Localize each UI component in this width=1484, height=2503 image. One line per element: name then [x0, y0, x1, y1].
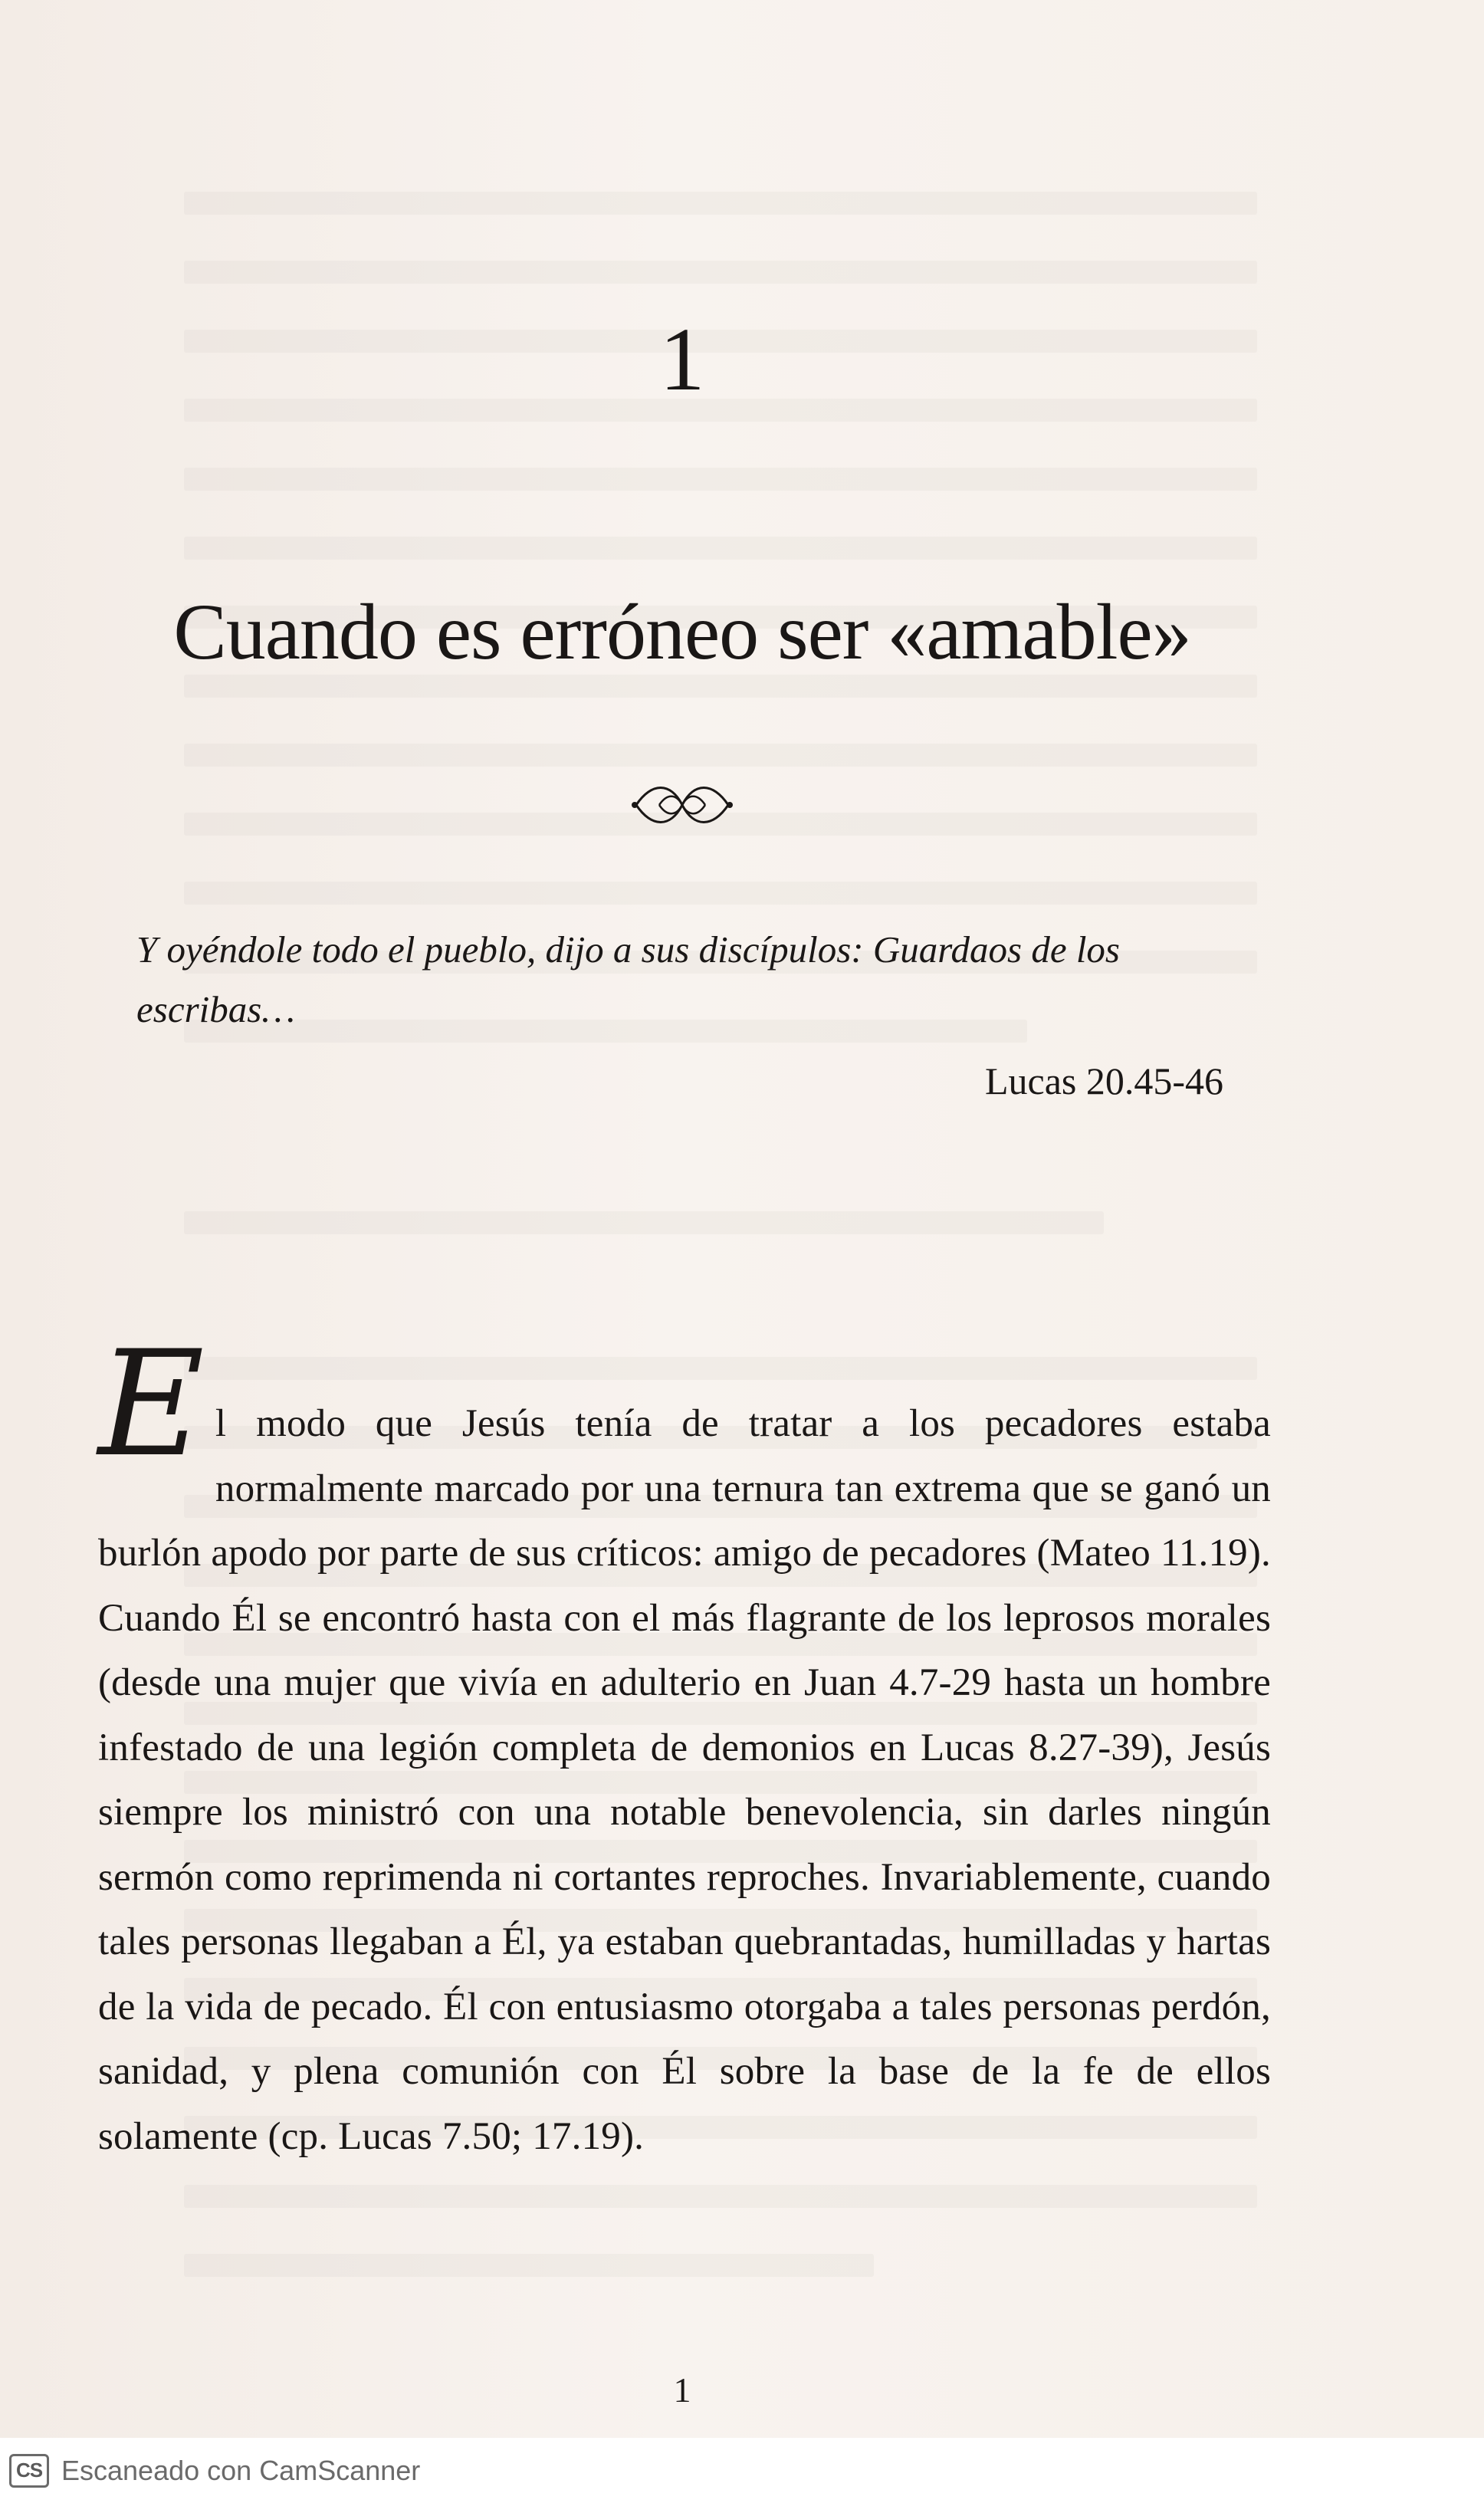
- scanner-watermark-text: Escaneado con CamScanner: [61, 2454, 421, 2486]
- flourish-ornament-icon: [629, 774, 736, 836]
- page-number: 1: [673, 2370, 691, 2409]
- chapter-number: 1: [659, 309, 705, 409]
- scanner-watermark-bar: [0, 2438, 1484, 2503]
- epigraph-quote: Y oyéndole todo el pueblo, dijo a sus discípulos: Guardaos de los escribas…: [136, 928, 1120, 1030]
- drop-cap: E: [98, 1319, 205, 1489]
- epigraph-reference: Lucas 20.45-46: [984, 1059, 1223, 1102]
- chapter-title: Cuando es erróneo ser «amable»: [173, 588, 1191, 676]
- body-paragraph: [98, 1319, 1271, 2169]
- camscanner-logo-icon: CS: [9, 2454, 49, 2488]
- body-text: l modo que Jesús tenía de tratar a los pecadores estaba normalmente marcado por una ternura tan extrema que se ganó un burlón apodo por parte de sus críticos: amigo de pecadores (Mateo 11.19). Cuando Él se encontró hasta con el más flagrante de los leprosos morales (desde una mujer que vivía en adulterio en Juan 4.7-29 hasta un hombre infestado de una legión completa de demonios en Lucas 8.27-39), Jesús siempre los ministró con una notable benevolencia, sin darles ningún sermón como reprimenda ni cortantes reproches. Invariablemente, cuando tales personas llegaban a Él, ya estaban quebrantadas, humilladas y hartas de la vida de pecado. Él con entusiasmo otorgaba a tales personas perdón, sanidad, y plena comunión con Él sobre la base de la fe de ellos solamente (cp. Lucas 7.50; 17.19).: [98, 1402, 1271, 2158]
